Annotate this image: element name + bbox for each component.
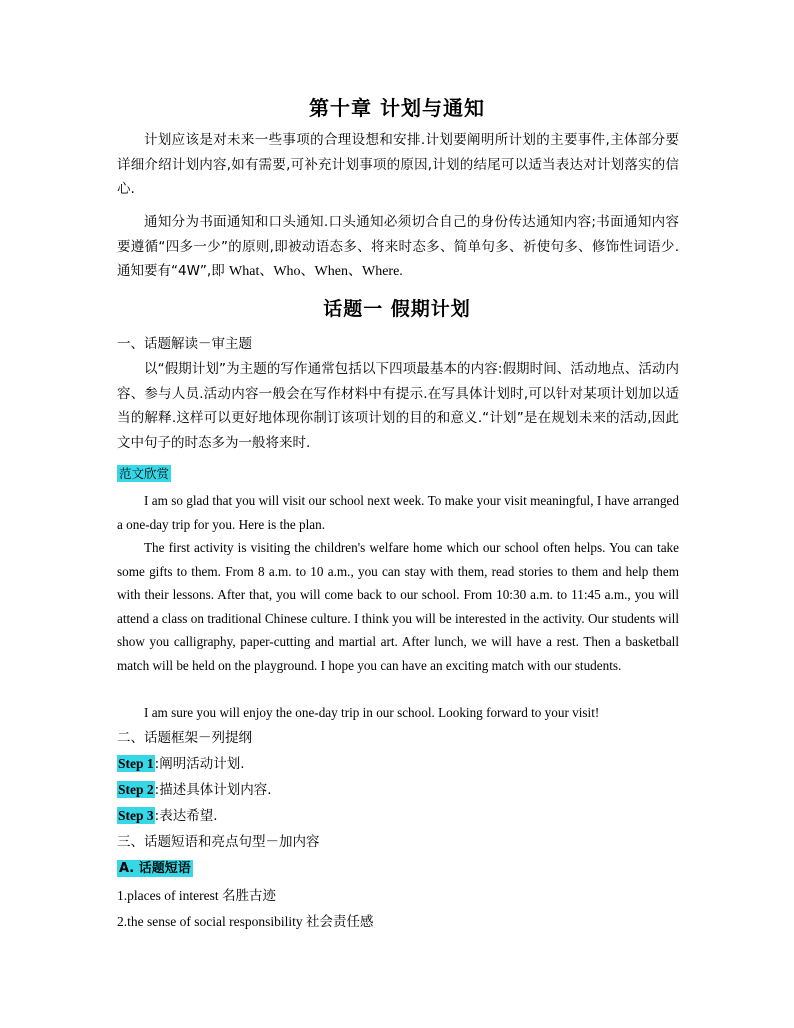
sample-essay-label-text: 范文欣赏 bbox=[119, 466, 170, 481]
step-3 bbox=[117, 806, 217, 826]
chapter-title: 第十章 计划与通知 bbox=[309, 96, 485, 120]
section3-heading: 三、话题短语和亮点句型－加内容 bbox=[117, 834, 320, 850]
step-1-label: Step 1 bbox=[118, 756, 154, 771]
notice-4w-list: What、Who、When、Where. bbox=[229, 264, 403, 279]
essay-paragraph-3: I am sure you will enjoy the one-day trip in our school. Looking forward to your visit! bbox=[144, 705, 600, 720]
phrase-1-en: 1.places of interest bbox=[117, 888, 222, 903]
step-2 bbox=[117, 780, 271, 800]
subsection-a-label: A. 话题短语 bbox=[119, 861, 191, 876]
section2-heading: 二、话题框架－列提纲 bbox=[117, 730, 252, 746]
section1-paragraph: 以“假期计划”为主题的写作通常包括以下四项最基本的内容:假期时间、活动地点、活动内容、参与人员.活动内容一般会在写作材料中有提示.在写具体计划时,可以针对某项计划加以适当的解释.这样可以更好地体现你制订该项计划的目的和意义.“计划”是在规划未来的活动,因此文中句子的时态多为一般将来时. bbox=[117, 361, 679, 451]
phrase-1-cn: 名胜古迹 bbox=[221, 888, 276, 904]
step-2-label: Step 2 bbox=[118, 782, 154, 797]
essay-paragraph-1: I am so glad that you will visit our school next week. To make your visit meaningful, I have arranged a one-day trip for you. Here is the plan. bbox=[117, 493, 679, 532]
sample-essay-label bbox=[117, 465, 171, 483]
step-2-text: :描述具体计划内容. bbox=[154, 782, 272, 798]
phrase-2-cn: 社会责任感 bbox=[305, 914, 374, 930]
topic-title: 话题一 假期计划 bbox=[323, 298, 471, 320]
section1-heading: 一、话题解读－审主题 bbox=[117, 336, 252, 352]
notice-intro-text: 通知分为书面通知和口头通知.口头通知必须切合自己的身份传达通知内容;书面通知内容要遵循“四多一少”的原则,即被动语态多、将来时态多、简单句多、祈使句多、修饰性词语少.通知要有“4W”,即 bbox=[117, 214, 679, 279]
phrase-item bbox=[117, 886, 276, 906]
phrase-item bbox=[117, 912, 373, 932]
step-1-text: :阐明活动计划. bbox=[154, 756, 245, 772]
notice-intro-paragraph bbox=[117, 210, 679, 285]
step-3-label: Step 3 bbox=[118, 808, 154, 823]
step-3-text: :表达希望. bbox=[154, 808, 218, 824]
step-1 bbox=[117, 754, 244, 774]
subsection-a-tag bbox=[117, 860, 193, 878]
plan-intro-paragraph: 计划应该是对未来一些事项的合理设想和安排.计划要阐明所计划的主要事件,主体部分要详细介绍计划内容,如有需要,可补充计划事项的原因,计划的结尾可以适当表达对计划落实的信心. bbox=[117, 132, 679, 197]
phrase-2-en: 2.the sense of social responsibility bbox=[117, 914, 306, 929]
essay-paragraph-2: The first activity is visiting the children's welfare home which our school often helps. You can take some gifts to them. From 8 a.m. to 10 a.m., you can stay with them, read stories to them and help them with their lessons. After that, you will come back to our school. From 10:30 a.m. to 11:45 a.m., you will attend a class on traditional Chinese culture. I think you will be interested in the activity. Our students will show you calligraphy, paper-cutting and martial art. After lunch, we will have a rest. Then a basketball match will be held on the playground. I hope you can have an exciting match with our students. bbox=[117, 540, 679, 673]
